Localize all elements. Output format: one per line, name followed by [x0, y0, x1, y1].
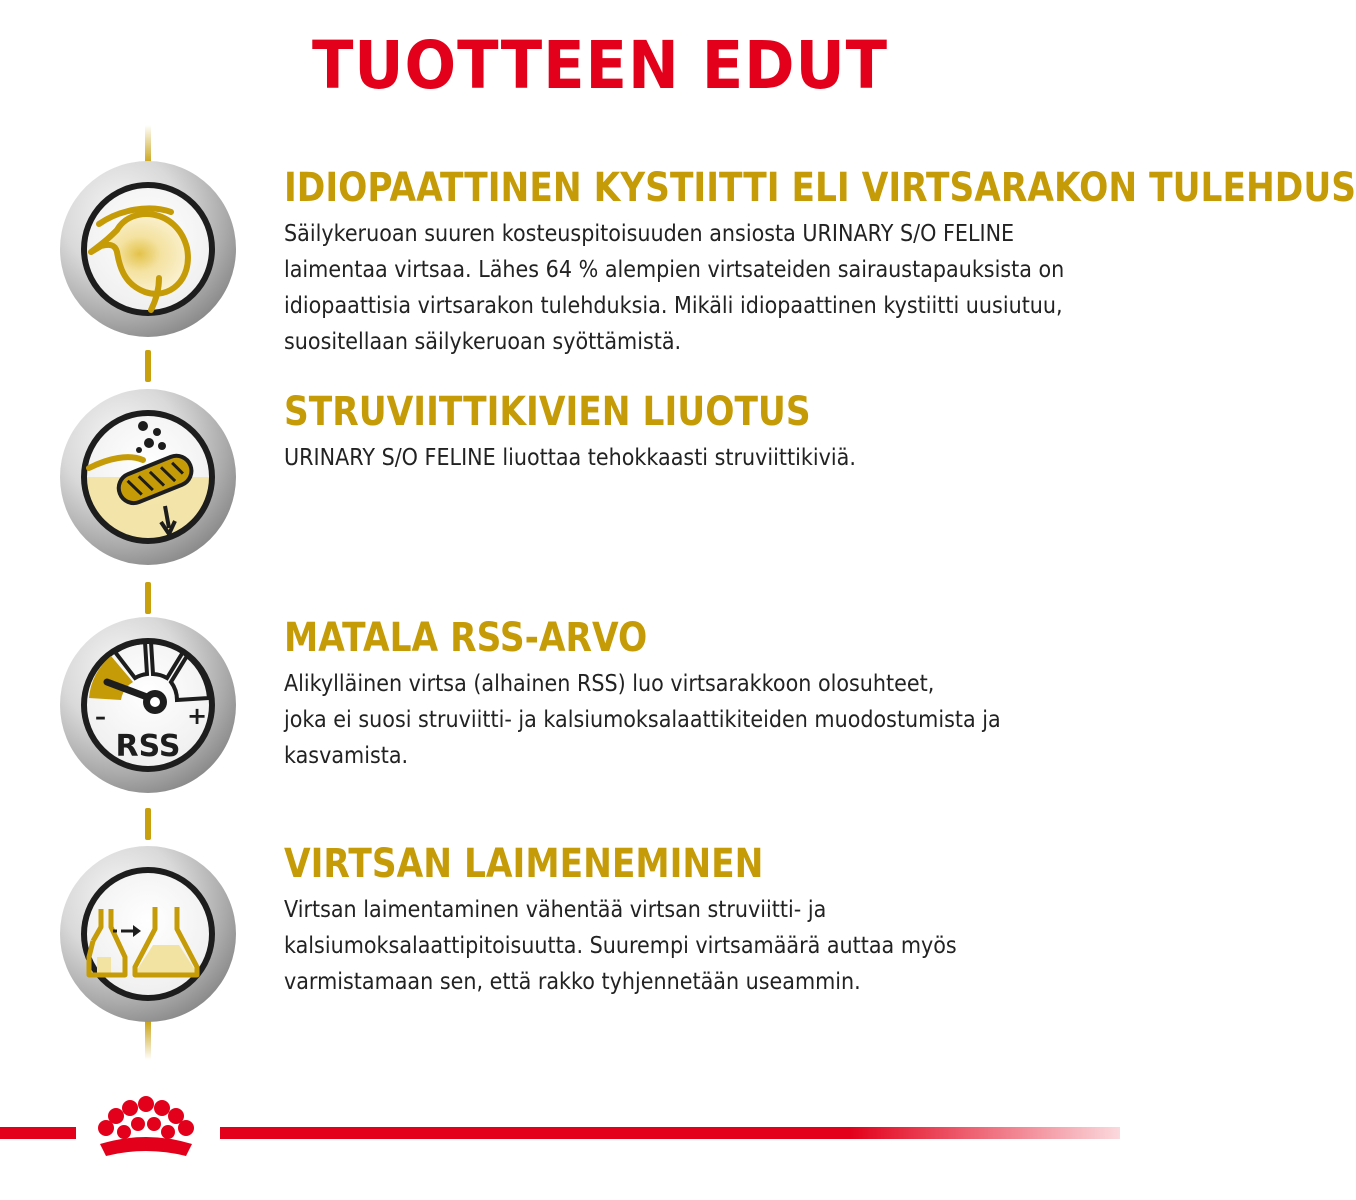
benefit-description: [284, 666, 1175, 774]
benefit-block: [284, 840, 1174, 1000]
rss-minus-sign: –: [95, 705, 106, 730]
benefit-description: [284, 892, 1175, 1000]
rss-gauge-icon: [59, 616, 237, 794]
royal-canin-crown-logo: [86, 1094, 206, 1166]
benefit-heading: MATALA RSS-ARVO: [284, 615, 648, 661]
description-line: Virtsan laimentaminen vähentää virtsan struviitti- ja: [284, 897, 827, 923]
description-line: Säilykeruoan suuren kosteuspitoisuuden ansiosta URINARY S/O FELINE: [284, 221, 1015, 247]
rss-label: RSS: [115, 729, 181, 764]
connector-line: [145, 808, 151, 840]
benefit-block: [284, 614, 1174, 774]
description-line: Alikylläinen virtsa (alhainen RSS) luo virtsarakkoon olosuhteet,: [284, 671, 935, 697]
description-line: laimentaa virtsaa. Lähes 64 % alempien virtsateiden sairaustapauksista on: [284, 257, 1065, 283]
description-line: kalsiumoksalaattipitoisuutta. Suurempi virtsamäärä auttaa myös: [284, 933, 957, 959]
page-title: TUOTTEEN EDUT: [311, 27, 889, 104]
benefit-heading: STRUVIITTIKIVIEN LIUOTUS: [284, 389, 811, 435]
benefit-block: [284, 164, 1356, 360]
rss-plus-sign: +: [187, 702, 208, 730]
benefit-description: [284, 440, 1175, 476]
description-line: suositellaan säilykeruoan syöttämistä.: [284, 329, 682, 355]
urine-dilution-icon: [59, 845, 237, 1023]
description-line: varmistamaan sen, että rakko tyhjennetään useammin.: [284, 969, 861, 995]
benefit-description: [284, 216, 1175, 360]
struvite-dissolution-icon: [59, 388, 237, 566]
bladder-icon: [59, 160, 237, 338]
connector-line: [145, 350, 151, 382]
benefit-block: [284, 388, 1174, 476]
description-line: URINARY S/O FELINE liuottaa tehokkaasti struviittikiviä.: [284, 445, 856, 471]
footer-divider-left: [0, 1127, 76, 1139]
connector-line: [145, 1020, 151, 1060]
footer-divider-right: [220, 1127, 1120, 1139]
description-line: joka ei suosi struviitti- ja kalsiumoksalaattikiteiden muodostumista ja: [284, 707, 1001, 733]
connector-line: [145, 582, 151, 614]
connector-line: [145, 125, 151, 165]
description-line: kasvamista.: [284, 743, 409, 769]
benefit-heading: IDIOPAATTINEN KYSTIITTI ELI VIRTSARAKON TULEHDUS: [284, 165, 1356, 211]
benefit-heading: VIRTSAN LAIMENEMINEN: [284, 841, 764, 887]
description-line: idiopaattisia virtsarakon tulehduksia. Mikäli idiopaattinen kystiitti uusiutuu,: [284, 293, 1063, 319]
